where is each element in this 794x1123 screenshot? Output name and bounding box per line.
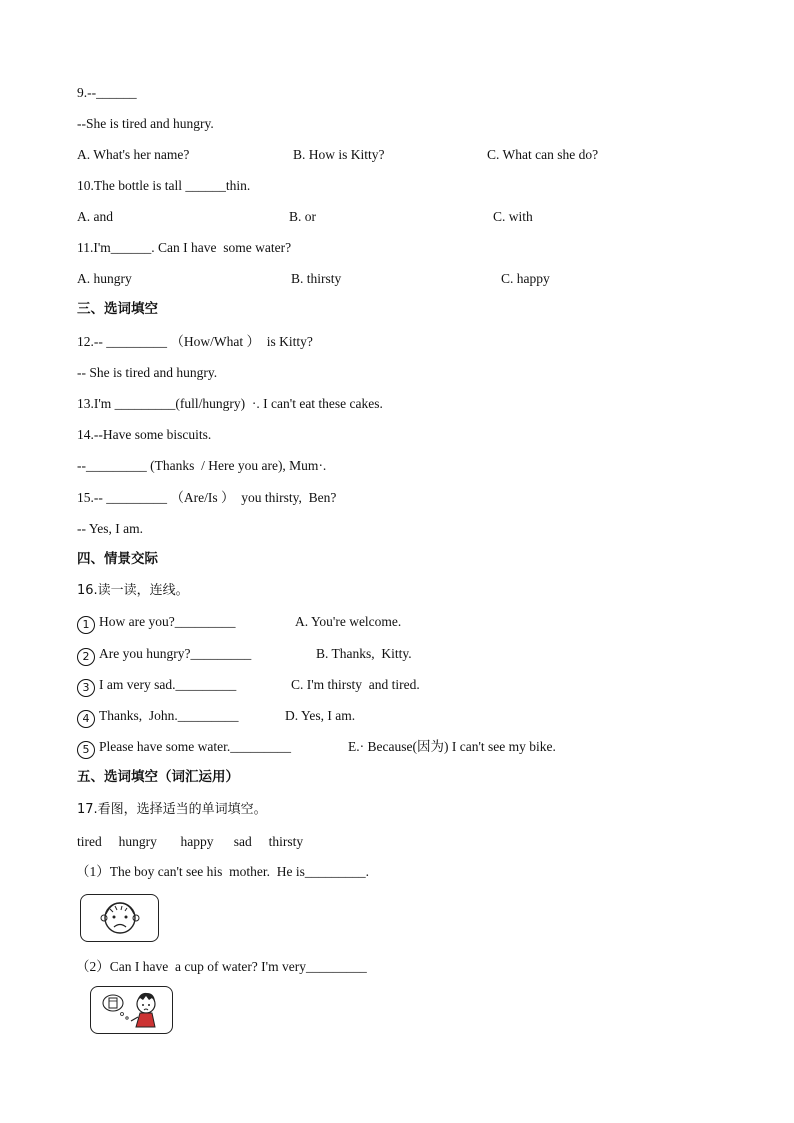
q9-option-a: A. What's her name?	[77, 147, 190, 162]
q16-left-item: 4 Thanks, John._________	[77, 707, 239, 728]
q16-right-item: D. Yes, I am.	[285, 708, 356, 723]
q11-option-a: A. hungry	[77, 271, 132, 286]
q10-question: 10.The bottle is tall ______thin.	[77, 178, 251, 193]
q9-question: 9.--______	[77, 85, 137, 100]
q10-option-a: A. and	[77, 209, 113, 224]
q9-context: --She is tired and hungry.	[77, 116, 214, 131]
circled-number-icon: 4	[77, 710, 95, 728]
q11-option-b: B. thirsty	[291, 271, 342, 286]
circled-number-icon: 5	[77, 741, 95, 759]
circled-number-icon: 3	[77, 679, 95, 697]
thirsty-boy-icon	[91, 987, 172, 1033]
circled-number-icon: 1	[77, 616, 95, 634]
section-heading-3: 三、选词填空	[77, 301, 158, 317]
q14-question: 14.--Have some biscuits.	[77, 427, 212, 442]
q17-sentence-2: （2）Can I have a cup of water? I'm very_________	[76, 959, 367, 974]
word-bank: tired hungry happy sad thirsty	[77, 834, 304, 849]
sad-boy-picture	[80, 894, 159, 942]
q15-answer: -- Yes, I am.	[77, 521, 143, 536]
q9-option-b: B. How is Kitty?	[293, 147, 385, 162]
q9-option-c: C. What can she do?	[487, 147, 599, 162]
q10-option-b: B. or	[289, 209, 316, 224]
q16-title: 16.读一读，连线。	[77, 583, 189, 598]
q10-option-c: C. with	[493, 209, 533, 224]
thirsty-boy-picture	[90, 986, 173, 1034]
circled-number-icon: 2	[77, 648, 95, 666]
q17-title: 17.看图，选择适当的单词填空。	[77, 802, 267, 817]
q11-question: 11.I'm______. Can I have some water?	[77, 240, 292, 255]
q16-left-item: 5 Please have some water._________	[77, 738, 291, 759]
q16-left-item: 1 How are you?_________	[77, 613, 235, 634]
q16-right-item: E.· Because(因为) I can't see my bike.	[348, 739, 556, 754]
sad-face-icon	[81, 895, 158, 941]
q14-answer: --_________ (Thanks / Here you are), Mum·.	[77, 458, 327, 473]
q17-sentence-1: （1）The boy can't see his mother. He is_________.	[76, 864, 370, 879]
q15-question: 15.-- _________ （Are/Is ） you thirsty, Ben?	[77, 490, 337, 505]
q16-left-item: 3 I am very sad._________	[77, 676, 236, 697]
q11-option-c: C. happy	[501, 271, 550, 286]
q16-right-item: A. You're welcome.	[295, 614, 402, 629]
q12-answer: -- She is tired and hungry.	[77, 365, 218, 380]
q12-question: 12.-- _________ （How/What ） is Kitty?	[77, 334, 313, 349]
section-heading-4: 四、情景交际	[77, 551, 158, 567]
q16-left-item: 2 Are you hungry?_________	[77, 645, 251, 666]
q13-question: 13.I'm _________(full/hungry) ·. I can't eat these cakes.	[77, 396, 383, 411]
q16-right-item: C. I'm thirsty and tired.	[291, 677, 420, 692]
section-heading-5: 五、选词填空（词汇运用）	[77, 769, 239, 785]
q16-right-item: B. Thanks, Kitty.	[316, 646, 412, 661]
